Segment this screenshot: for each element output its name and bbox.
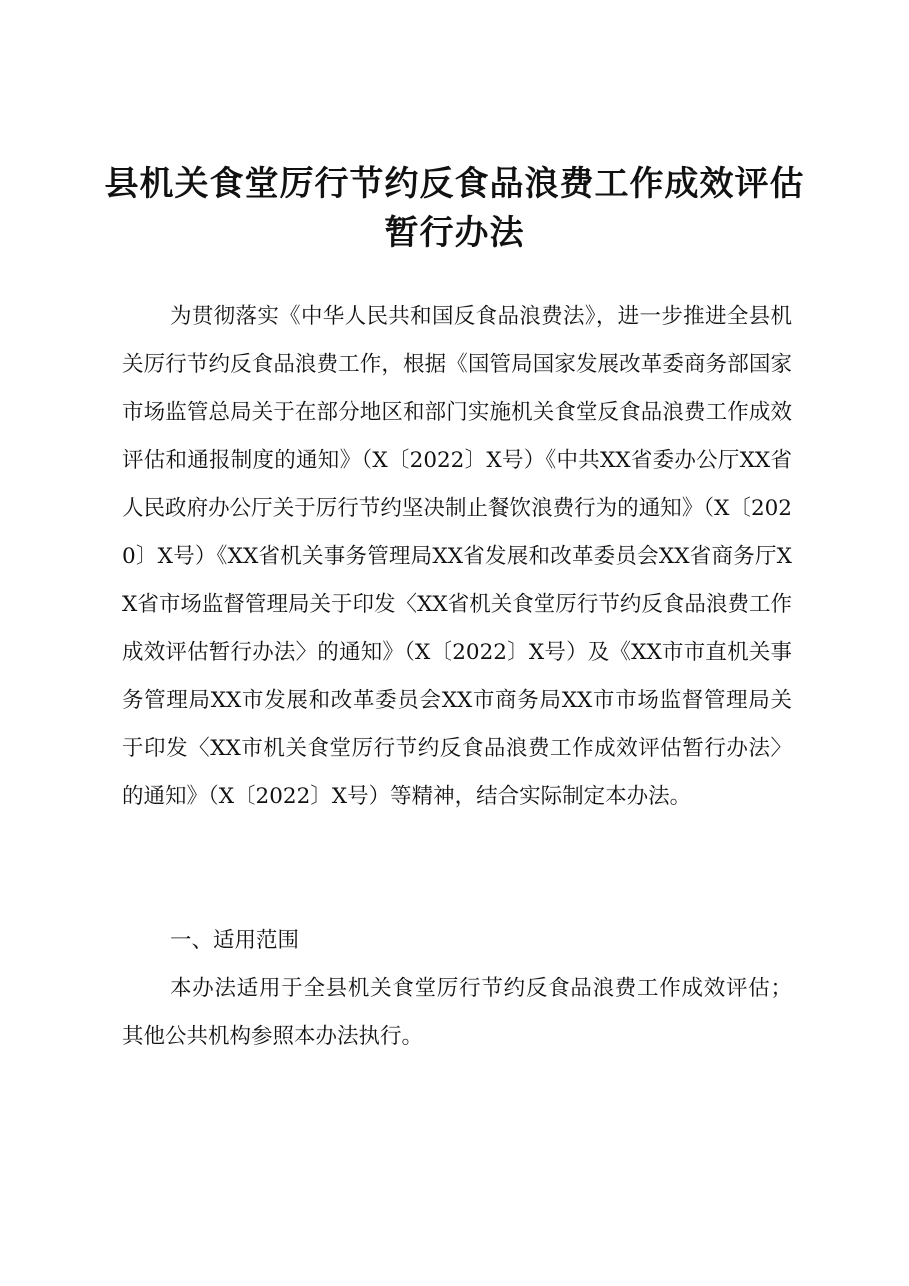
- intro-paragraph: 为贯彻落实《中华人民共和国反食品浪费法》，进一步推进全县机关厉行节约反食品浪费工作，根据《国管局国家发展改革委商务部国家市场监管总局关于在部分地区和部门实施机关食堂反食品浪费工作成效评估和通报制度的通知》（X〔2022〕X号）《中共XX省委办公厅XX省人民政府办公厅关于厉行节约坚决制止餐饮浪费行为的通知》（X〔2020〕X号）《XX省机关事务管理局XX省发展和改革委员会XX省商务厅XX省市场监督管理局关于印发〈XX省机关食堂厉行节约反食品浪费工作成效评估暂行办法〉的通知》（X〔2022〕X号）及《XX市市直机关事务管理局XX市发展和改革委员会XX市商务局XX市市场监督管理局关于印发〈XX市机关食堂厉行节约反食品浪费工作成效评估暂行办法〉的通知》（X〔2022〕X号）等精神，结合实际制定本办法。: [122, 304, 792, 809]
- section-heading-scope: 一、适用范围: [170, 928, 300, 953]
- document-title-line-2: 暂行办法: [384, 213, 525, 253]
- document-title-line-1: 县机关食堂厉行节约反食品浪费工作成效评估: [104, 164, 805, 204]
- scope-paragraph: 本办法适用于全县机关食堂厉行节约反食品浪费工作成效评估；其他公共机构参照本办法执行。: [122, 976, 792, 1049]
